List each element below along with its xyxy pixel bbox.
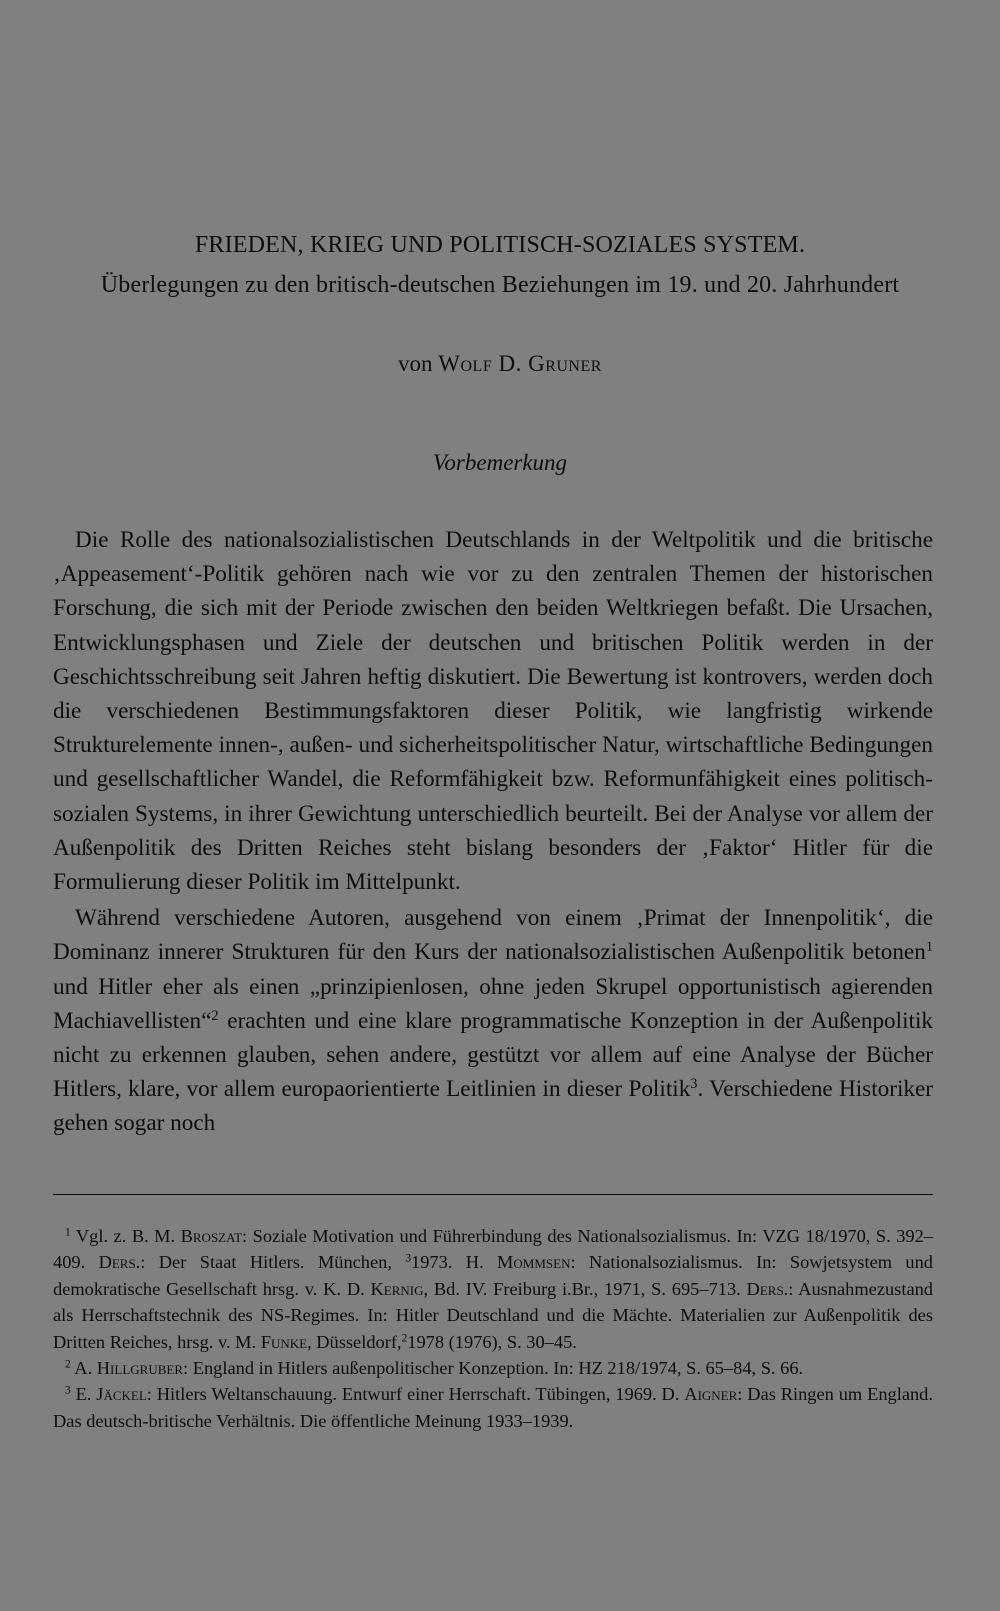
edition-superscript: 2 xyxy=(401,1332,408,1345)
paragraph-2 xyxy=(53,901,933,1140)
page-title: FRIEDEN, KRIEG UND POLITISCH-SOZIALES SYSTEM. xyxy=(194,232,806,258)
footnote-text: , Düsseldorf, xyxy=(307,1331,402,1352)
footnote-text: : Das Ringen um England. Das deutsch-britische Verhältnis. Die öffentliche Meinung 1933–1939. xyxy=(53,1384,933,1431)
section-heading: Vorbemerkung xyxy=(432,450,568,475)
footnote-text: : Nationalsozialismus. In: Sowjetsystem und demokratische Gesellschaft hrsg. v. K. D. xyxy=(53,1252,934,1299)
footnote-3 xyxy=(53,1381,933,1434)
author-name: Wolf D. Gruner xyxy=(438,351,602,376)
footnote-text: 1978 (1976), S. 30–45. xyxy=(407,1331,577,1352)
footnote-separator xyxy=(53,1194,933,1195)
paragraph-text: erachten und eine klare programmatische Konzeption in der Außenpolitik nicht zu erkennen glauben, sehen andere, gestützt vor allem auf eine Analyse der Bücher Hitlers, klare, vor allem europaorientierte Leitlinien in dieser Politik xyxy=(53,1007,933,1103)
page-subtitle: Überlegungen zu den britisch-deutschen Beziehungen im 19. und 20. Jahrhundert xyxy=(100,272,900,298)
footnote-number: 3 xyxy=(65,1385,71,1398)
author-surname: Funke xyxy=(260,1331,308,1352)
footnote-ref-2: 2 xyxy=(211,1007,219,1024)
body-text xyxy=(53,523,933,1141)
author-surname: Ders. xyxy=(98,1252,141,1273)
footnote-number: 2 xyxy=(65,1358,71,1371)
author-surname: Broszat xyxy=(180,1226,243,1246)
paragraph-text: Während verschiedene Autoren, ausgehend von einem ‚Primat der Innenpolitik‘, die Dominanz innerer Strukturen für den Kurs der nationalsozialistischen Außenpolitik betonen xyxy=(53,905,933,966)
author-surname: Ders. xyxy=(746,1278,789,1299)
author-surname: Hillgruber xyxy=(96,1358,184,1379)
author-prefix: von xyxy=(398,351,433,376)
footnote-ref-1: 1 xyxy=(925,939,933,956)
author-line xyxy=(0,351,1000,377)
footnote-1 xyxy=(53,1223,933,1355)
footnote-text: : England in Hitlers außenpolitischer Konzeption. In: HZ 218/1974, S. 65–84, S. 66. xyxy=(183,1358,804,1379)
paragraph-text: und Hitler eher als einen „prinzipienlosen, ohne jeden Skrupel opportunistisch agierenden Machiavellisten“ xyxy=(53,973,933,1034)
footnote-text: E. xyxy=(75,1384,97,1405)
footnote-text: A. xyxy=(74,1358,97,1379)
footnote-2 xyxy=(53,1355,933,1381)
footnote-text: : Soziale Motivation und Führerbindung des Nationalsozialismus. In: VZG 18/1970, S. 392–409. xyxy=(53,1226,933,1273)
footnote-ref-3: 3 xyxy=(690,1076,698,1093)
paragraph-1: Die Rolle des nationalsozialistischen Deutschlands in der Weltpolitik und die britische ‚Appeasement‘-Politik gehören nach wie vor zu den zentralen Themen der historischen Forschung, die sich mit der Periode zwischen den beiden Weltkriegen befaßt. Die Ursachen, Entwicklungsphasen und Ziele der deutschen und britischen Politik werden in der Geschichtsschreibung seit Jahren heftig diskutiert. Die Bewertung ist kontrovers, werden doch die verschiedenen Bestimmungsfaktoren dieser Politik, wie langfristig wirkende Strukturelemente innen-, außen- und sicherheitspolitischer Natur, wirtschaftliche Bedingungen und gesellschaftlicher Wandel, die Reformfähigkeit bzw. Reformunfähigkeit eines politisch-sozialen Systems, in ihrer Gewichtung unterschiedlich beurteilt. Bei der Analyse vor allem der Außenpolitik des Dritten Reiches steht bislang besonders der ‚Faktor‘ Hitler für die Formulierung dieser Politik im Mittelpunkt. xyxy=(53,527,933,896)
author-surname: Mommsen xyxy=(497,1252,571,1273)
footnote-text: : Ausnahmezustand als Herrschaftstechnik des NS-Regimes. In: Hitler Deutschland und die Mächte. Materialien zur Außenpolitik des Dritten Reiches, hrsg. v. M. xyxy=(53,1278,933,1352)
footnote-text: : Hitlers Weltanschauung. Entwurf einer Herrschaft. Tübingen, 1969. D. xyxy=(146,1384,685,1405)
author-surname: Aigner xyxy=(684,1384,738,1405)
author-surname: Kernig xyxy=(370,1278,424,1299)
edition-superscript: 3 xyxy=(405,1253,412,1266)
footnote-text: : Der Staat Hitlers. München, xyxy=(140,1252,406,1273)
footnote-text: , Bd. IV. Freiburg i.Br., 1971, S. 695–713. xyxy=(423,1278,747,1299)
author-surname: Jäckel xyxy=(96,1384,147,1405)
paragraph-text: . Verschiedene Historiker gehen sogar noch xyxy=(53,1076,934,1137)
footnote-text: 1973. H. xyxy=(411,1252,498,1273)
footnote-number: 1 xyxy=(65,1226,71,1239)
footnote-text: Vgl. z. B. M. xyxy=(75,1226,181,1246)
footnotes xyxy=(53,1223,933,1434)
